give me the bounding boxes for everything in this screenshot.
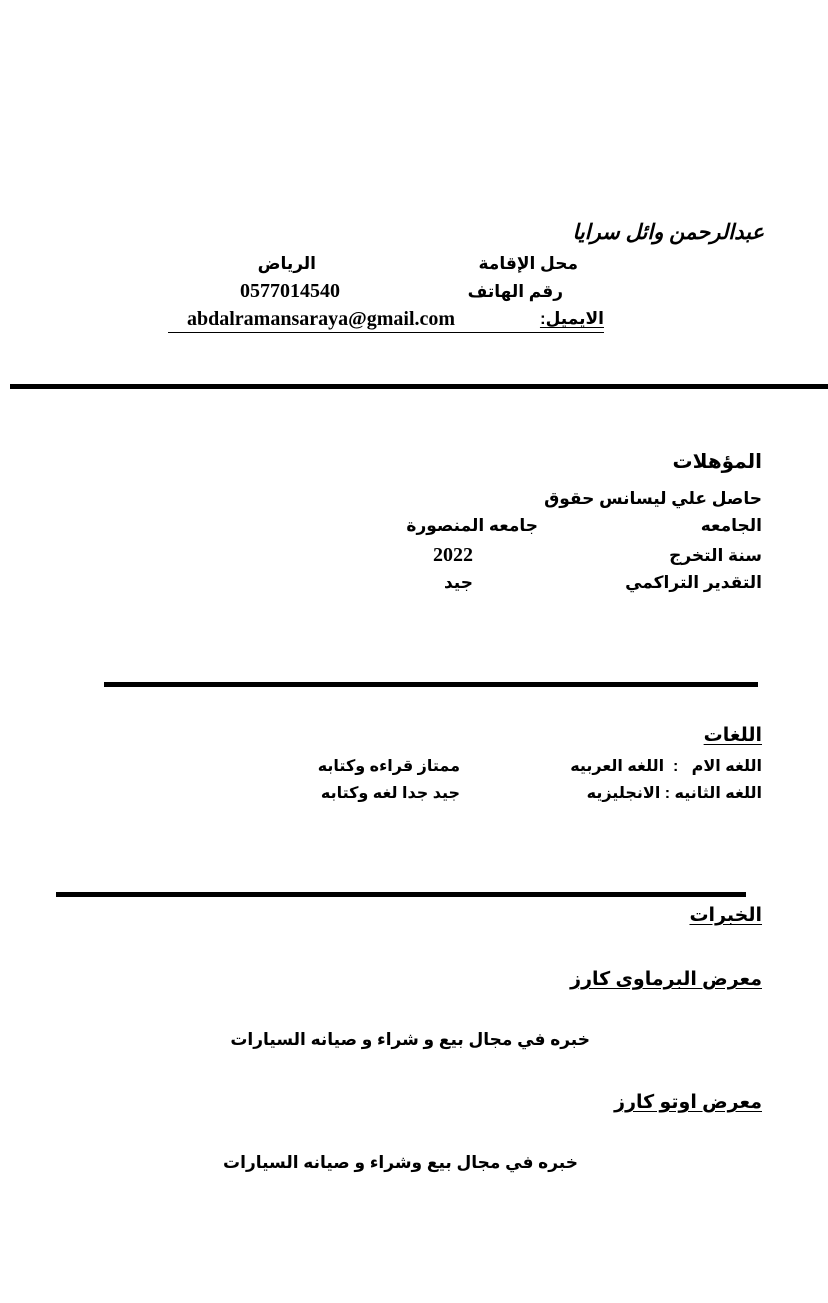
header-divider	[10, 384, 828, 389]
qualifications-heading: المؤهلات	[672, 451, 762, 473]
languages-divider	[56, 892, 746, 897]
residence-value: الرياض	[257, 254, 316, 273]
grad-year-value: 2022	[433, 544, 473, 566]
language-row-1-label: اللغه الام : اللغه العربيه	[570, 758, 762, 775]
phone-value: 0577014540	[240, 280, 340, 302]
language-row-2-label: اللغه الثانيه : الانجليزيه	[586, 785, 762, 802]
email-underline	[168, 332, 604, 333]
university-value: جامعه المنصورة	[406, 516, 538, 535]
grade-label: التقدير التراكمي	[625, 573, 762, 592]
experience-1-description: خبره في مجال بيع و شراء و صيانه السيارات	[230, 1030, 590, 1049]
language-row-1-level: ممتاز قراءه وكتابه	[317, 758, 460, 775]
candidate-name: عبدالرحمن وائل سرايا	[572, 221, 764, 244]
grade-value: جيد	[443, 573, 473, 592]
grad-year-label: سنة التخرج	[669, 546, 762, 565]
language-row-2-level: جيد جدا لغه وكتابه	[320, 785, 460, 802]
experience-2-title: معرض اوتو كارز	[614, 1092, 762, 1113]
university-label: الجامعه	[700, 516, 762, 535]
email-label: الايميل:	[539, 309, 604, 328]
email-link[interactable]: abdalramansaraya@gmail.com	[187, 308, 456, 330]
qualifications-divider	[104, 682, 758, 687]
experience-heading: الخبرات	[689, 905, 762, 926]
residence-label: محل الإقامة	[478, 254, 578, 273]
languages-heading: اللغات	[703, 725, 762, 746]
experience-1-title: معرض البرماوى كارز	[570, 969, 762, 990]
degree-text: حاصل علي ليسانس حقوق	[544, 489, 762, 508]
experience-2-description: خبره في مجال بيع وشراء و صيانه السيارات	[223, 1153, 578, 1172]
phone-label: رقم الهاتف	[467, 282, 563, 301]
